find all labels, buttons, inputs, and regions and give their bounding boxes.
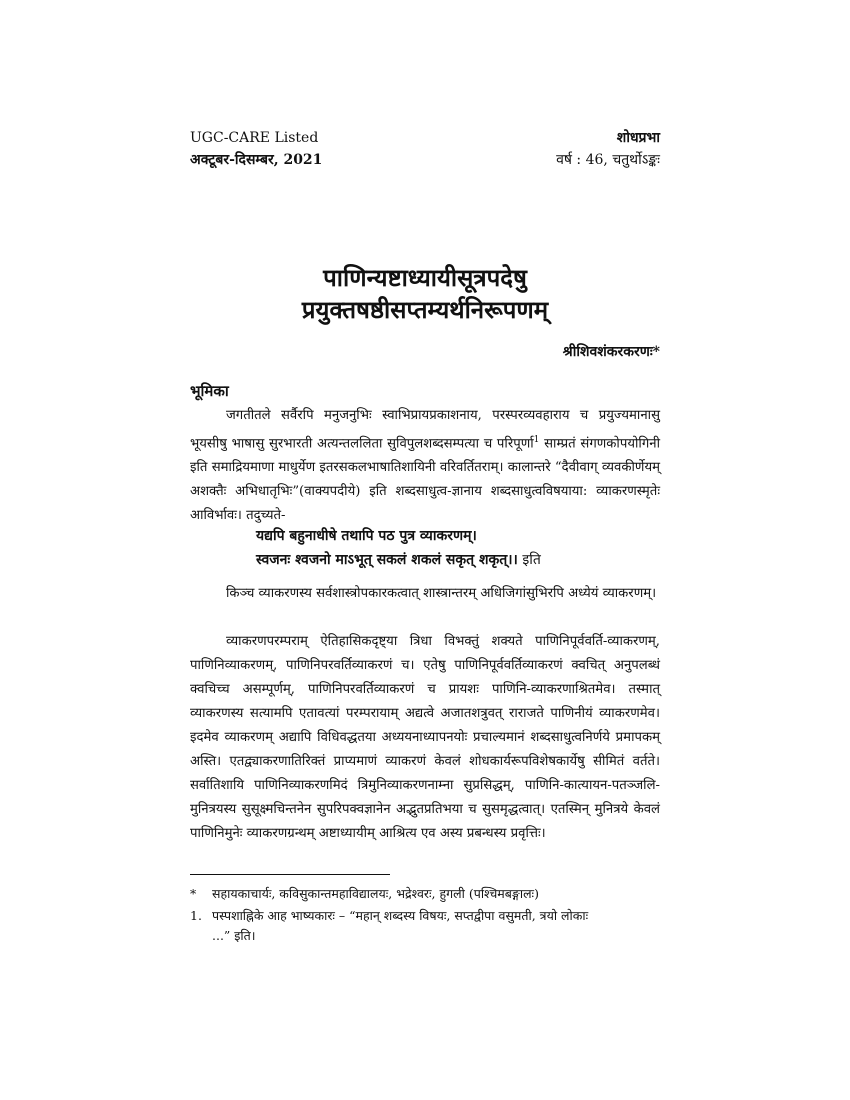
- paragraph-1: [190, 404, 660, 528]
- footnote-2-text: पस्पशाह्निके आह भाष्यकारः – “महान् शब्दस्य विषयः, सप्तद्वीपा वसुमती, त्रयो लोकाः: [212, 908, 589, 923]
- paragraph-1-part-2: साम्प्रतं संगणकोपयोगिनी इति समाद्रियमाणा माधुर्येण इतरसकलभाषातिशायिनी वरिवर्तितराम्। कालान्तरे “दैवीवाग् व्यवकीर्णेयम् अशक्तैः अभिधातृभिः”(वाक्यपदीये) इति शब्दसाधुत्व-ज्ञानाय शब्दसाधुत्वविषयाया: व्याकरणस्मृतेः आविर्भावः। तदुच्यते-: [190, 436, 660, 524]
- title-line-2: प्रयुक्तषष्ठीसप्तम्यर्थनिरूपणम्: [301, 295, 549, 324]
- paragraph-1-part-1: जगतीतले सर्वैरपि मनुजनुभिः स्वाभिप्रायप्रकाशनाय, परस्परव्यवहाराय च प्रयुज्यमानासु भूयसीषु भाषासु सुरभारती अत्यन्तललिता सुविपुलशब्दसम्पत्या च परिपूर्णा: [190, 408, 660, 452]
- author-name: श्रीशिवशंकरकरणः*: [562, 344, 660, 360]
- footnote-2-continuation: ...” इति।: [212, 928, 256, 943]
- verse-line-1: यद्यपि बहुनाधीषे तथापि पठ पुत्र व्याकरणम्।: [256, 528, 477, 544]
- paragraph-2-text: किञ्च व्याकरणस्य सर्वशास्त्रोपकारकत्वात् शास्त्रान्तरम् अधिजिगांसुभिरपि अध्येयं व्याकरणम्।: [226, 586, 657, 601]
- footnote-reference[interactable]: 1: [533, 435, 540, 445]
- footnote-2-mark: 1.: [190, 908, 202, 923]
- journal-listing: UGC-CARE Listed: [190, 130, 319, 146]
- footnote-1-mark: *: [190, 886, 197, 901]
- issue-period: अक्टूबर-दिसम्बर, 2021: [190, 152, 323, 168]
- running-header-right: [556, 127, 660, 171]
- paragraph-3: [190, 630, 660, 846]
- volume-issue: वर्ष : 46, चतुर्थोऽङ्कः: [556, 152, 660, 168]
- paragraph-3-text: व्याकरणपरम्पराम् ऐतिहासिकदृष्ट्या त्रिधा विभक्तुं शक्यते पाणिनिपूर्ववर्ति-व्याकरणम्, पाणिनिव्याकरणम्, पाणिनिपरवर्तिव्याकरणं च। एतेषु पाणिनिपूर्ववर्तिव्याकरणं क्वचित् अनुपलब्धं क्वचिच्च असम्पूर्णम्, पाणिनिपरवर्तिव्याकरणं च प्रायशः पाणिनि-व्याकरणाश्रितमेव। तस्मात् व्याकरणस्य सत्यामपि एतावत्यां परम्परायाम् अद्यत्वे अजातशत्रुवत् राराजते पाणिनीयं व्याकरणमेव। इदमेव व्याकरणम् अद्यापि विधिवद्धतया अध्ययनाध्यापनयोः प्रचाल्यमानं शब्दसाधुत्वनिर्णये प्रमापकम् अस्ति। एतद्व्याकरणातिरिक्तं प्राप्यमाणं व्याकरणं केवलं शोधकार्यरूपविशेषकार्येषु सीमितं वर्तते। सर्वातिशायि पाणिनिव्याकरणमिदं त्रिमुनिव्याकरणनाम्ना सुप्रसिद्धम्, पाणिनि-कात्यायन-पतञ्जलि- मुनित्रयस्य सुसूक्ष्मचिन्तनेन सुपरिपक्वज्ञानेन अद्भुतप्रतिभया च सुसमृद्धत्वात्। एतस्मिन् मुनित्रये केवलं पाणिनिमुनेः व्याकरणग्रन्थम् अष्टाध्यायीम् आश्रित्य एव अस्य प्रबन्धस्य प्रवृत्तिः।: [190, 634, 660, 841]
- title-line-1: पाणिन्यष्टाध्यायीसूत्रपदेषु: [323, 263, 527, 292]
- footnote-1-text: सहायकाचार्यः, कविसुकान्तमहाविद्यालयः, भद्रेश्वरः, हुगली (पश्चिमबङ्गालः): [212, 886, 539, 901]
- footnote-1: [190, 884, 660, 904]
- running-header-left: [190, 127, 322, 171]
- journal-name: शोधप्रभा: [616, 130, 660, 146]
- paragraph-2: [190, 582, 660, 606]
- verse-block: [256, 524, 660, 572]
- verse-suffix: इति: [517, 552, 541, 568]
- footnote-2: [190, 906, 660, 946]
- footnote-divider: [190, 874, 390, 875]
- section-heading: भूमिका: [190, 382, 229, 400]
- article-title: [190, 262, 660, 326]
- verse-line-2: स्वजनः श्वजनो माऽभूत् सकलं शकलं सकृत् शकृत्।।: [256, 552, 518, 568]
